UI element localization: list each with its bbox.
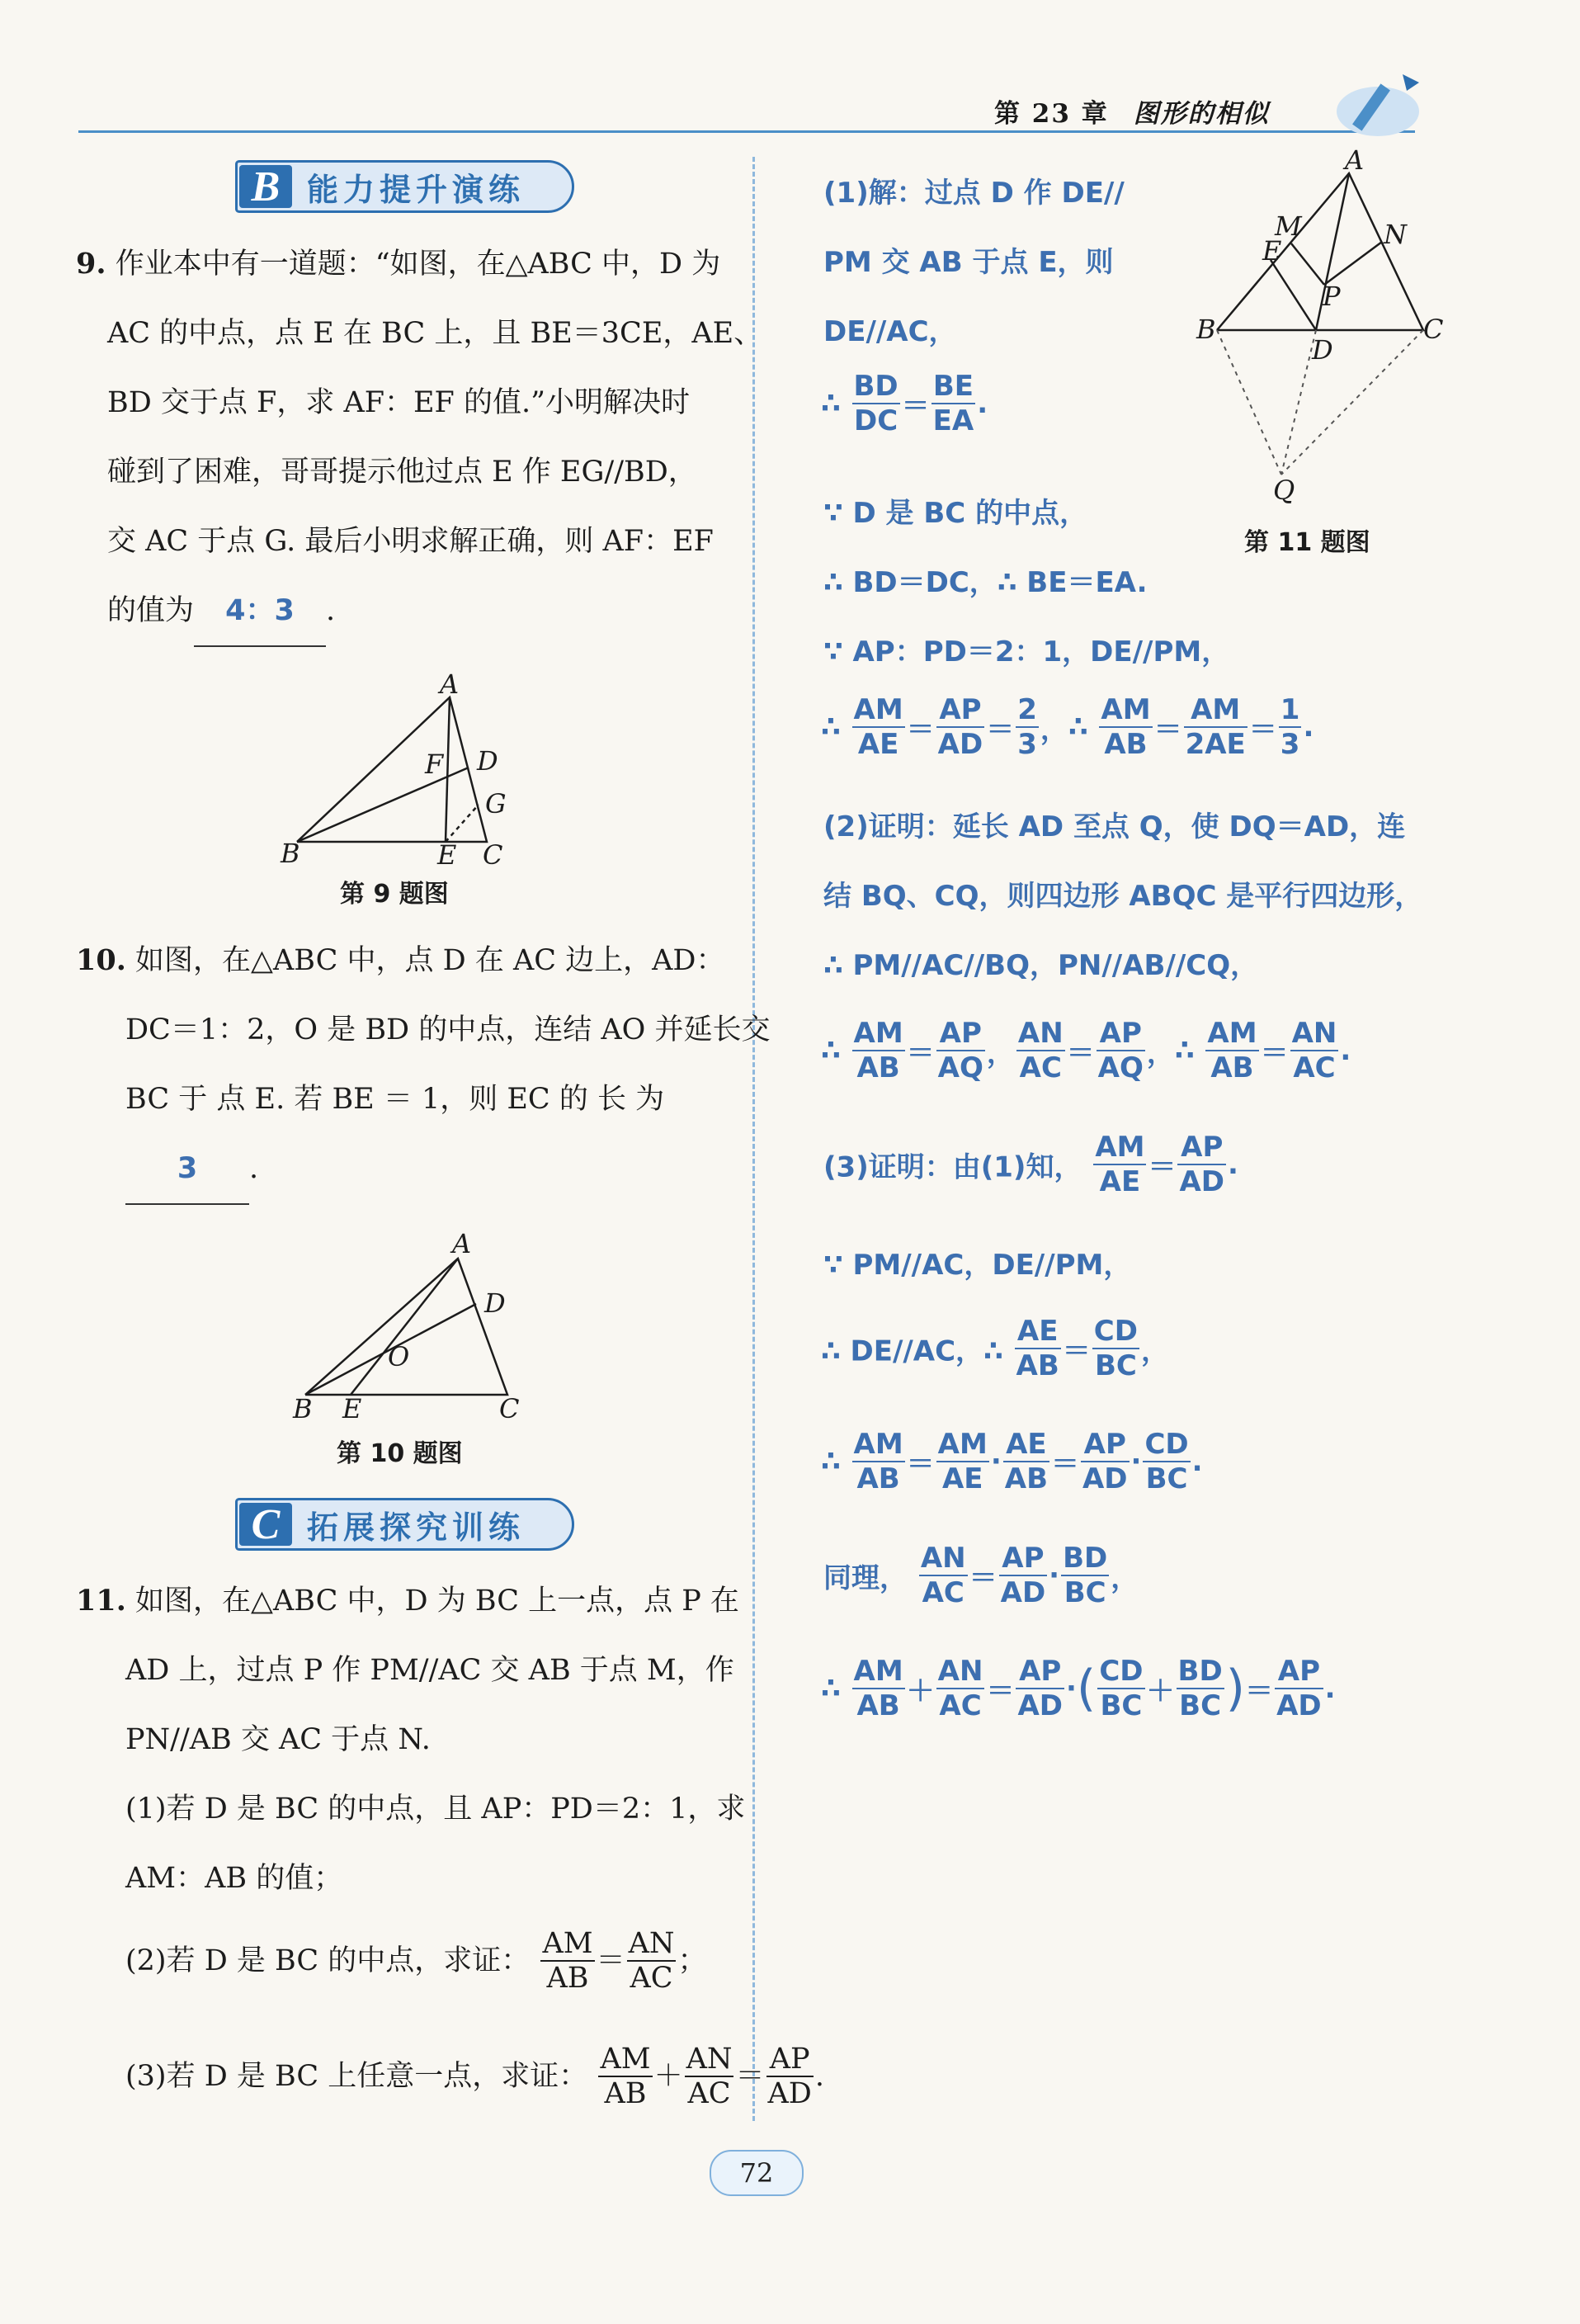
den-ab: AB — [1016, 1349, 1059, 1382]
therefore-sign: ∴ — [1068, 711, 1088, 744]
dot-sign: · — [1130, 1445, 1142, 1478]
q11-line-3: PN//AB 交 AC 于点 N. — [125, 1723, 431, 1756]
sol-mid: ∵ D 是 BC 的中点， — [823, 497, 1088, 530]
q10-text — [76, 926, 770, 1205]
q9-label-f: F — [425, 749, 444, 780]
q11-part3: (3)若 D 是 BC 上任意一点，求证： $\frac{AM}{AB}$ ＋ $\frac{AN}{AC}$ ＝ $\frac{AP}{AD}$ . — [125, 2043, 824, 2110]
den-bc: BC — [1094, 1349, 1137, 1382]
den-bc: BC — [1145, 1462, 1188, 1495]
q10-line-2: DC＝1：2，O 是 BD 的中点，连结 AO 并延长交 — [125, 1013, 771, 1046]
q10-line-1: 如图，在△ABC 中，点 D 在 AC 边上，AD： — [135, 944, 725, 977]
sol-s2-b: 结 BQ、CQ，则四边形 ABQC 是平行四边形， — [823, 880, 1423, 913]
sol-s3-b: ∵ PM//AC，DE//PM， — [823, 1249, 1132, 1282]
q9-line-2: AC 的中点，点 E 在 BC 上，且 BE＝3CE，AE、 — [107, 317, 763, 350]
sol-eq-de-ac: ∴ DE//AC，∴ $\frac{AE}{AB}$ ＝ $\frac{CD}{BC}$ ， — [821, 1315, 1169, 1382]
q11-label-b: B — [1196, 314, 1216, 345]
num-am: AM — [1207, 1017, 1257, 1050]
dot-sign: · — [990, 1445, 1002, 1478]
num-am: AM — [1095, 1131, 1145, 1164]
q11-part3-frac-am-ab — [598, 2043, 652, 2110]
den-ad: AD — [767, 2077, 812, 2110]
num-bd: BD — [853, 370, 898, 403]
q11-caption: 第 11 题图 — [1244, 528, 1370, 557]
num-am: AM — [853, 1428, 903, 1461]
q11-part2-frac-an-ac — [627, 1927, 677, 1995]
sol-part2-intro — [823, 792, 1422, 1000]
q9-label-g: G — [485, 788, 507, 820]
den-ac: AC — [922, 1576, 965, 1609]
therefore-sign: ∴ — [821, 1034, 841, 1067]
section-b-title: 能力提升演练 — [307, 171, 526, 208]
q11-text — [76, 1566, 745, 1913]
section-c-banner — [235, 1498, 574, 1551]
q11-label-e: E — [1262, 235, 1282, 267]
therefore-sign: ∴ — [821, 1672, 841, 1705]
sol-part3-intro: (3)证明：由(1)知， $\frac{AM}{AE}$ ＝ $\frac{AP}{AD}$ . — [823, 1131, 1238, 1198]
num-an: AN — [920, 1542, 966, 1575]
dot-sign: · — [1066, 1672, 1077, 1705]
q9-text — [76, 229, 762, 647]
num-am: AM — [1184, 693, 1247, 728]
q10-label-b: B — [293, 1393, 313, 1424]
num-1: 1 — [1280, 693, 1300, 726]
q11-part2: (2)若 D 是 BC 的中点，求证： $\frac{AM}{AB}$ ＝ $\frac{AN}{AC}$ ； — [125, 1927, 707, 1995]
sol-eq-am-ab: ∴ $\frac{AM}{AE}$ ＝ $\frac{AP}{AD}$ ＝ $\frac{2}{3}$ ，∴ $\frac{AM}{AB}$ ＝ $\frac{AM}{2AE}$ ＝ $\frac{1}{3}$ . — [821, 693, 1314, 761]
q11-figure — [1192, 144, 1444, 508]
den-dc: DC — [853, 404, 898, 437]
den-ab: AB — [856, 1462, 900, 1495]
chapter-number: 第 23 章 — [994, 99, 1109, 129]
q11-part3-frac-an-ac — [685, 2043, 734, 2110]
q9-number: 9. — [76, 247, 106, 281]
sol-s2-a: (2)证明：延长 AD 至点 Q，使 DQ＝AD，连 — [823, 810, 1406, 843]
page-number: 72 — [710, 2150, 804, 2196]
q10-label-a: A — [452, 1228, 472, 1259]
section-c-badge: C — [239, 1503, 292, 1546]
den-ea: EA — [932, 404, 974, 437]
therefore-sign: ∴ — [821, 1445, 841, 1478]
therefore-sign: ∴ — [821, 711, 841, 744]
den-ab: AB — [604, 2077, 647, 2110]
q11-label-q: Q — [1273, 475, 1295, 506]
q11-part1-a: (1)若 D 是 BC 的中点，且 AP：PD＝2：1，求 — [125, 1793, 746, 1826]
den-bc: BC — [1100, 1689, 1143, 1722]
q10-answer: 3 — [125, 1134, 249, 1205]
section-b-banner — [235, 160, 574, 213]
chapter-title: 图形的相似 — [1133, 99, 1270, 129]
num-ap: AP — [766, 2043, 814, 2077]
sol-s1-c: DE//AC， — [823, 315, 957, 348]
sol-s2-c: ∴ PM//AC//BQ，PN//AB//CQ， — [823, 949, 1259, 982]
dot-sign: · — [1049, 1559, 1060, 1592]
q10-suffix: . — [249, 1152, 259, 1185]
num-am: AM — [937, 1428, 988, 1461]
den-ab: AB — [856, 1051, 900, 1084]
den-ab: AB — [546, 1962, 589, 1995]
sol-eq-final: ∴ $\frac{AM}{AB}$ ＋ $\frac{AN}{AC}$ ＝ $\frac{AP}{AD}$ ·( $\frac{CD}{BC}$ ＋ $\frac{BD}{BC}$ )＝ $\frac{AP}{AD}$ . — [821, 1655, 1336, 1722]
q11-number: 11. — [76, 1584, 126, 1618]
den-ab: AB — [856, 1689, 900, 1722]
q10-label-d: D — [484, 1287, 506, 1319]
q10-caption: 第 10 题图 — [337, 1439, 463, 1468]
num-an: AN — [1017, 1017, 1064, 1050]
q9-caption: 第 9 题图 — [340, 880, 449, 909]
q9-figure — [281, 668, 545, 871]
num-an: AN — [686, 2043, 733, 2076]
q9-label-c: C — [483, 839, 503, 871]
q9-suffix: . — [326, 594, 336, 627]
q10-label-e: E — [342, 1393, 362, 1424]
num-ap: AP — [936, 693, 985, 728]
den-ad: AD — [1082, 1462, 1128, 1495]
den-ac: AC — [1293, 1051, 1336, 1084]
den-aq: AQ — [1097, 1051, 1144, 1084]
q9-label-b: B — [281, 838, 300, 869]
num-ap: AP — [1081, 1428, 1130, 1462]
sol-s1-a: (1)解：过点 D 作 DE// — [823, 177, 1125, 210]
sol-s1-b: PM 交 AB 于点 E，则 — [823, 246, 1114, 279]
num-am: AM — [600, 2043, 651, 2076]
den-ac: AC — [1019, 1051, 1062, 1084]
q11-part3-frac-ap-ad — [766, 2043, 814, 2110]
den-ae: AE — [1099, 1165, 1141, 1198]
q10-figure — [293, 1230, 532, 1424]
num-ap: AP — [936, 1017, 985, 1051]
num-ae: AE — [1003, 1428, 1049, 1462]
sol-part1-intro — [823, 158, 1125, 366]
num-ap: AP — [999, 1542, 1048, 1576]
q9-answer: 4：3 — [194, 576, 326, 647]
sol-eq-bd-dc: ∴ $\frac{BD}{DC}$ ＝ $\frac{BE}{EA}$ . — [821, 370, 988, 437]
q11-part2-frac-am-ab — [540, 1927, 594, 1995]
q9-line-4: 碰到了困难，哥哥提示他过点 E 作 EG//BD， — [107, 456, 697, 489]
q9-label-a: A — [440, 668, 460, 700]
q10-line-3: BC 于 点 E. 若 BE ＝ 1，则 EC 的 长 为 — [125, 1083, 665, 1116]
q9-label-d: D — [477, 745, 498, 777]
num-cd: CD — [1144, 1428, 1189, 1461]
num-am: AM — [542, 1927, 593, 1960]
den-ad: AD — [937, 728, 983, 761]
den-ab: AB — [1104, 728, 1148, 761]
den-ad: AD — [1179, 1165, 1225, 1198]
q11-label-m: M — [1275, 210, 1302, 242]
q11-label-c: C — [1423, 314, 1444, 345]
sol-eq-part2: ∴ $\frac{AM}{AB}$ ＝ $\frac{AP}{AQ}$ ， $\frac{AN}{AC}$ ＝ $\frac{AP}{AQ}$ ，∴ $\frac{AM}{AB}$ ＝ $\frac{AN}{AC}$ . — [821, 1017, 1351, 1084]
header-rule — [78, 130, 1415, 133]
num-am: AM — [853, 1655, 903, 1688]
num-an: AN — [937, 1655, 983, 1688]
q10-label-c: C — [499, 1393, 520, 1424]
num-bd: BD — [1063, 1542, 1108, 1575]
den-ac: AC — [939, 1689, 982, 1722]
num-am: AM — [1101, 693, 1151, 726]
q9-label-e: E — [437, 839, 457, 871]
den-ac: AC — [687, 2077, 731, 2110]
sol-ratio: ∵ AP：PD＝2：1，DE//PM， — [823, 635, 1230, 668]
num-ap: AP — [1177, 1131, 1226, 1165]
den-aq: AQ — [937, 1051, 983, 1084]
sol-part1-body — [823, 479, 1229, 687]
den-ad: AD — [1276, 1689, 1322, 1722]
num-ae: AE — [1015, 1315, 1061, 1349]
den-ad: AD — [1000, 1576, 1046, 1609]
num-an: AN — [1291, 1017, 1337, 1050]
q11-part2-text: (2)若 D 是 BC 的中点，求证： — [125, 1944, 531, 1977]
q11-line-2: AD 上，过点 P 作 PM//AC 交 AB 于点 M，作 — [125, 1654, 734, 1687]
num-be: BE — [931, 370, 976, 404]
den-bc: BC — [1064, 1576, 1106, 1609]
q11-line-1: 如图，在△ABC 中，D 为 BC 上一点，点 P 在 — [135, 1585, 739, 1618]
num-ap: AP — [1275, 1655, 1323, 1689]
den-ad: AD — [1017, 1689, 1063, 1722]
q9-prefix: 的值为 — [107, 594, 195, 627]
section-b-badge: B — [239, 165, 292, 208]
q11-label-a: A — [1345, 144, 1365, 176]
q11-label-p: P — [1323, 281, 1341, 312]
num-bd: BD — [1177, 1655, 1223, 1688]
num-an: AN — [628, 1927, 675, 1960]
num-am: AM — [853, 693, 903, 726]
pencil-decoration-icon — [1332, 66, 1431, 140]
sol-bd: ∴ BD＝DC，∴ BE＝EA. — [823, 566, 1148, 599]
den-ac: AC — [630, 1962, 673, 1995]
num-cd: CD — [1099, 1655, 1144, 1688]
sol-same: 同理， — [823, 1561, 908, 1595]
q11-part1-b: AM：AB 的值； — [125, 1862, 343, 1895]
chapter-header — [994, 92, 1270, 130]
therefore-sign: ∴ — [821, 387, 841, 420]
num-2: 2 — [1017, 693, 1037, 726]
den-ab: AB — [1210, 1051, 1254, 1084]
section-c-title: 拓展探究训练 — [307, 1509, 526, 1546]
q10-number: 10. — [76, 943, 126, 977]
den-ae: AE — [857, 728, 899, 761]
q11-label-d: D — [1312, 334, 1333, 366]
therefore-sign: ∴ — [1174, 1034, 1195, 1067]
sol-s3-c: ∴ DE//AC，∴ — [821, 1334, 1003, 1368]
den-ae: AE — [941, 1462, 983, 1495]
q11-part3-text: (3)若 D 是 BC 上任意一点，求证： — [125, 2060, 588, 2093]
sol-eq-same: 同理， $\frac{AN}{AC}$ ＝ $\frac{AP}{AD}$ · $\frac{BD}{BC}$ ， — [823, 1542, 1139, 1609]
num-am: AM — [853, 1017, 903, 1050]
num-ap: AP — [1016, 1655, 1064, 1689]
q11-label-n: N — [1384, 219, 1407, 250]
q9-line-3: BD 交于点 F，求 AF：EF 的值.”小明解决时 — [107, 386, 690, 419]
den-3: 3 — [1280, 728, 1300, 761]
den-2ae: 2AE — [1185, 728, 1246, 761]
den-bc: BC — [1179, 1689, 1222, 1722]
q10-label-o: O — [388, 1341, 410, 1372]
den-3: 3 — [1017, 728, 1037, 761]
den-ab: AB — [1004, 1462, 1048, 1495]
q9-line-1: 作业本中有一道题：“如图，在△ABC 中，D 为 — [115, 248, 721, 281]
sol-s3-a: (3)证明：由(1)知， — [823, 1150, 1082, 1184]
num-ap: AP — [1097, 1017, 1145, 1051]
num-cd: CD — [1093, 1315, 1138, 1348]
q9-line-5: 交 AC 于点 G. 最后小明求解正确，则 AF：EF — [107, 525, 714, 558]
sol-eq-chain: ∴ $\frac{AM}{AB}$ ＝ $\frac{AM}{AE}$ · $\frac{AE}{AB}$ ＝ $\frac{AP}{AD}$ · $\frac{CD}{BC}$ . — [821, 1428, 1203, 1495]
